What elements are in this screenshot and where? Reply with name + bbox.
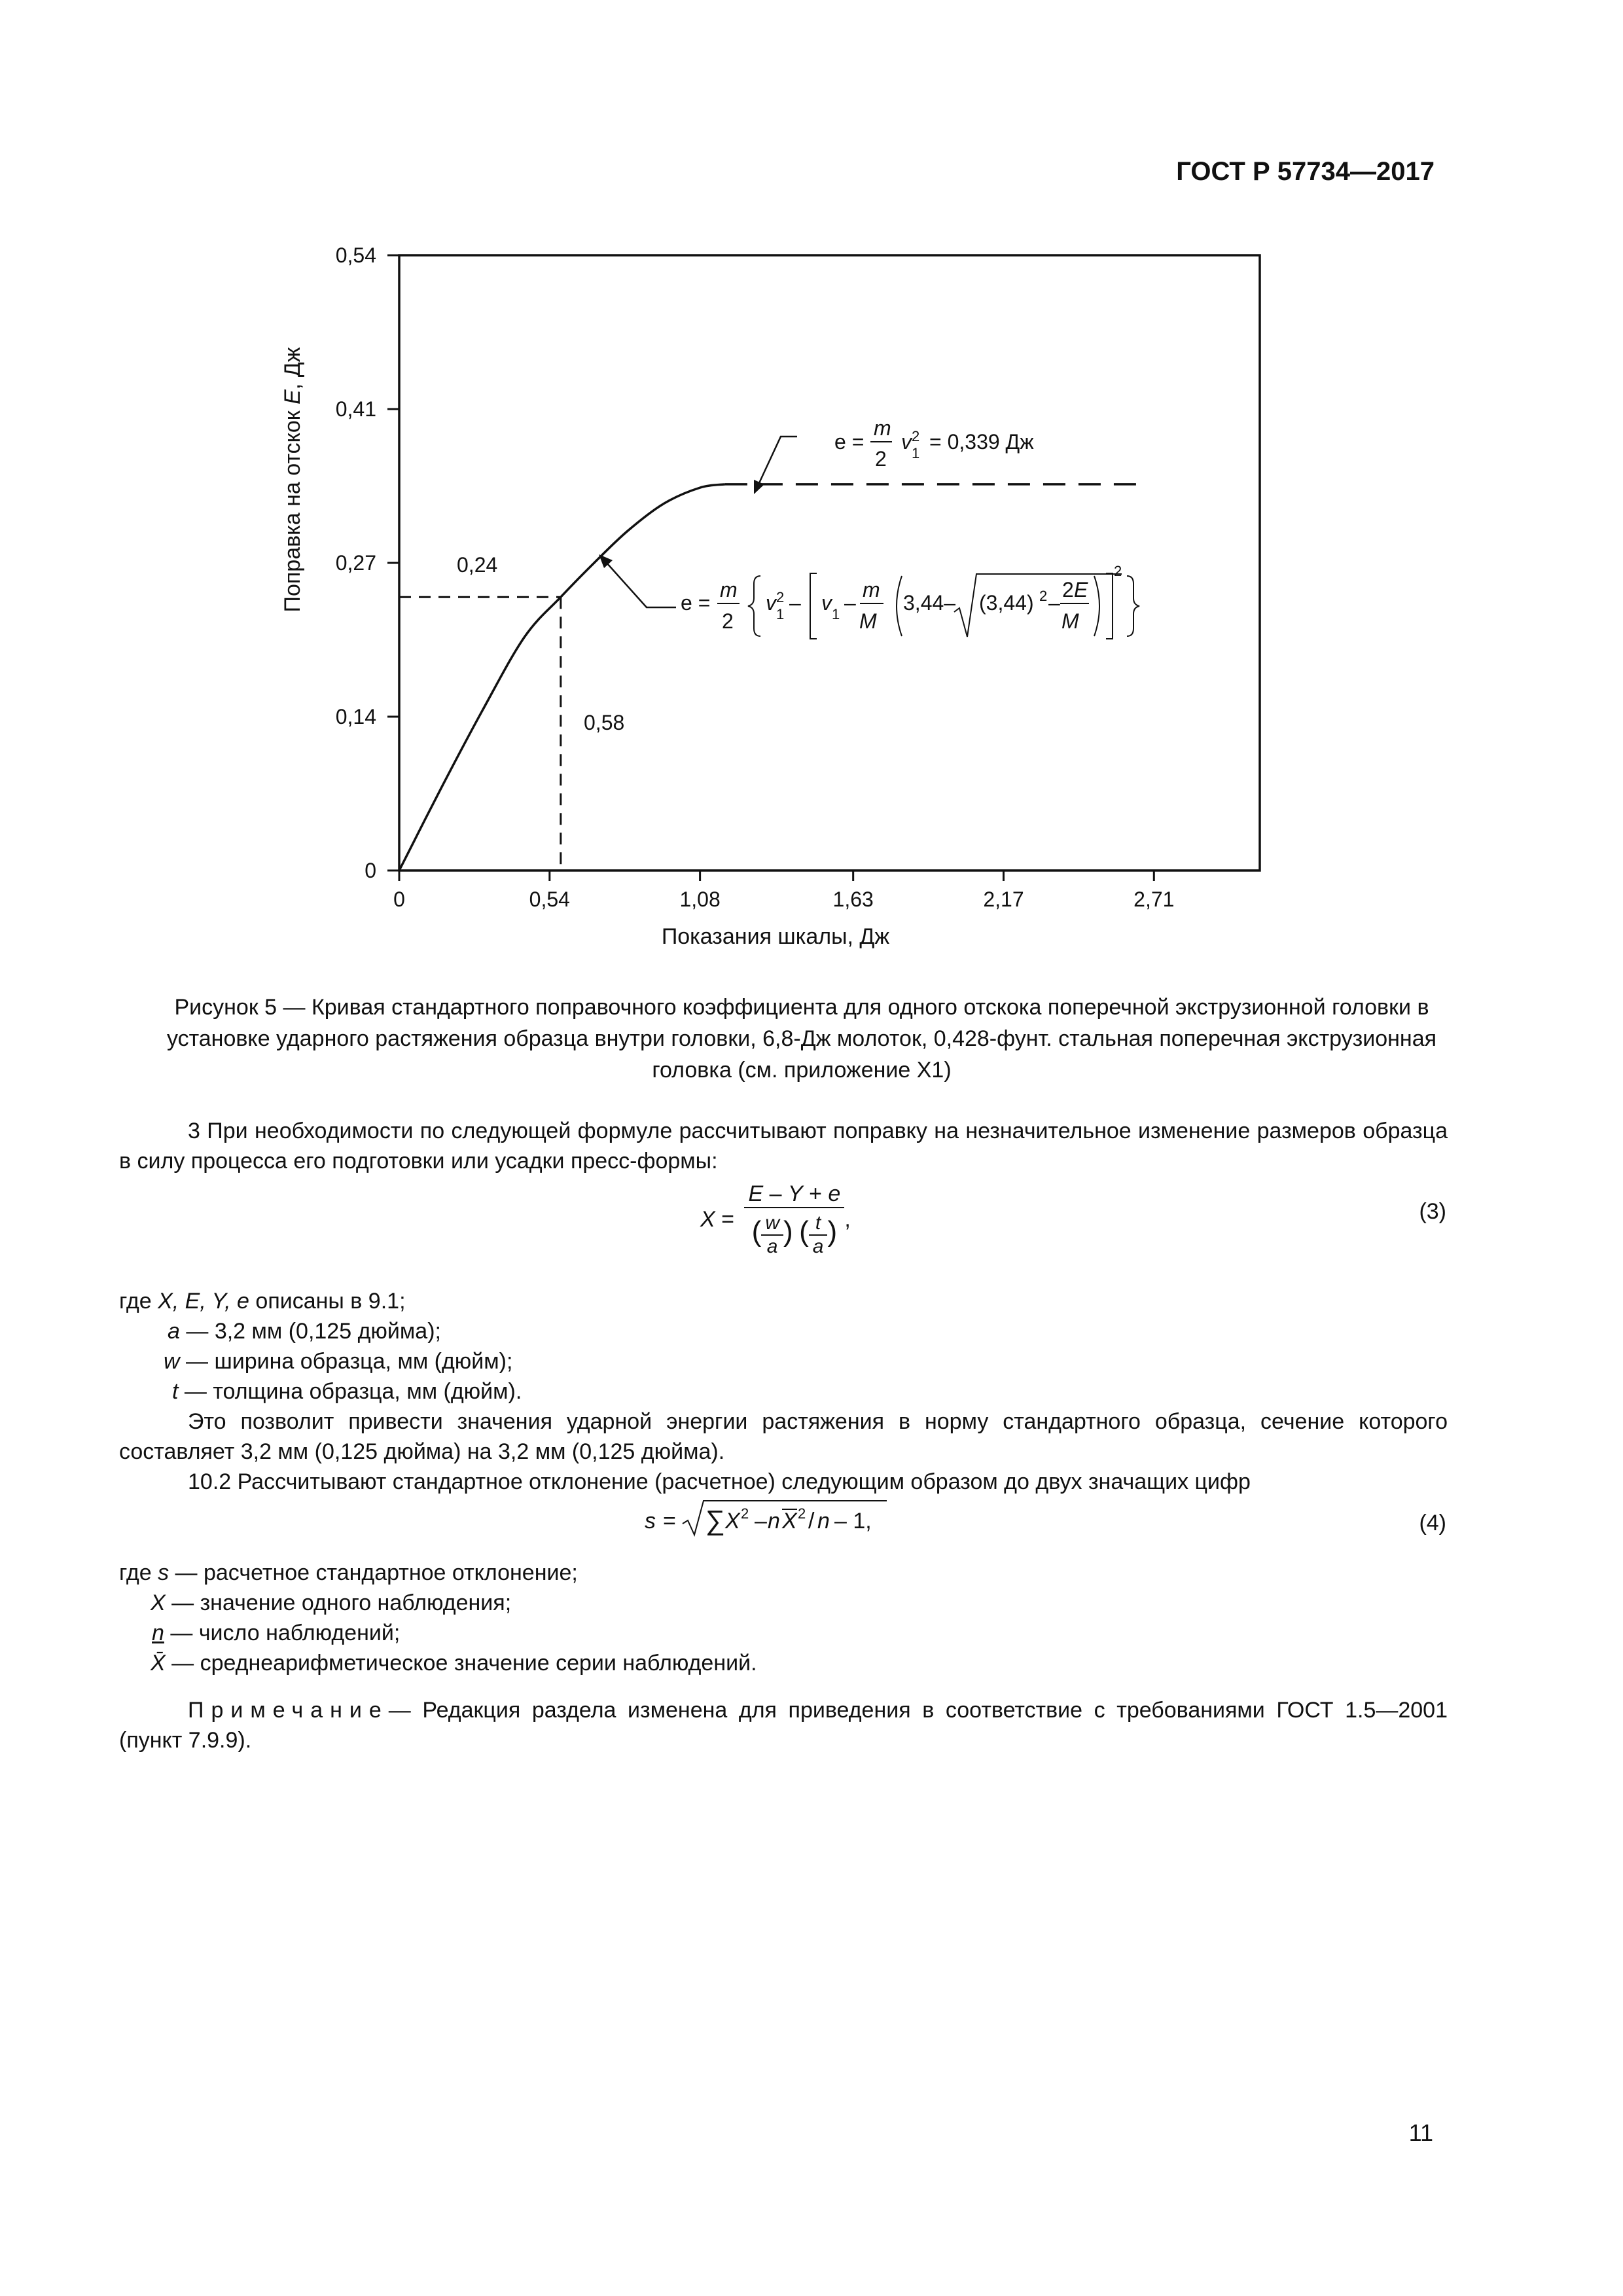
svg-text:X: X <box>782 1509 797 1534</box>
correction-curve <box>399 484 725 870</box>
definition-n: n — число наблюдений; <box>152 1621 401 1645</box>
x-tick-label: 0 <box>393 888 405 911</box>
y-tick-label: 0,14 <box>335 705 376 728</box>
figure-caption: Рисунок 5 — Кривая стандартного поправочного коэффициента для одного отскока поперечной экструзионной головки в установке ударного растяжения образца внутри головки, 6,8-Дж молоток, 0,428-фунт. стальная поперечная экструзионная головка (см. приложение X1) <box>166 995 1437 1083</box>
svg-text:X: X <box>725 1509 740 1534</box>
svg-text:v: v <box>766 591 776 615</box>
svg-text:2: 2 <box>776 589 785 605</box>
x-tick-label: 0,54 <box>529 888 570 911</box>
curve-leader-arrow <box>599 554 676 607</box>
definition-w: w — ширина образца, мм (дюйм); <box>164 1349 513 1374</box>
svg-text:e =: e = <box>834 430 865 454</box>
svg-text:m: m <box>863 578 880 601</box>
document-header: ГОСТ Р 57734—2017 <box>1176 157 1435 186</box>
svg-text:v: v <box>821 591 832 615</box>
svg-text:2: 2 <box>741 1505 749 1522</box>
x-axis-label: Показания шкалы, Дж <box>661 924 890 949</box>
x-tick-label: 1,63 <box>832 888 874 911</box>
point-x-label: 0,58 <box>584 711 625 734</box>
svg-text:–: – <box>789 591 801 615</box>
svg-text:= 0,339 Дж: = 0,339 Дж <box>929 430 1034 454</box>
svg-text:2: 2 <box>798 1505 806 1522</box>
definition-X: X — значение одного наблюдения; <box>151 1590 512 1615</box>
y-tick-label: 0 <box>365 859 376 882</box>
x-tick-label: 2,17 <box>983 888 1024 911</box>
svg-text:m: m <box>720 578 738 601</box>
svg-text:∑: ∑ <box>705 1505 725 1535</box>
note <box>119 1695 1448 1755</box>
definition-a: a — 3,2 мм (0,125 дюйма); <box>168 1319 441 1344</box>
plateau-leader-arrow <box>754 437 797 494</box>
equation-3: X = E – Y + e ( $\frac{w}{a}$ ) ( $\frac{t}{a}$ ) , <box>700 1181 851 1257</box>
y-tick-label: 0,41 <box>335 397 376 421</box>
paragraph-10-2: 10.2 Рассчитывают стандартное отклонение (расчетное) следующим образом до двух значащих цифр <box>188 1469 1251 1494</box>
equation-3-number: (3) <box>1419 1199 1446 1224</box>
point-y-label: 0,24 <box>457 553 498 577</box>
plateau-formula <box>834 416 1034 471</box>
svg-text:–: – <box>844 591 856 615</box>
y-tick-label: 0,27 <box>335 551 376 575</box>
svg-text:2: 2 <box>722 609 734 633</box>
svg-text:2: 2 <box>875 447 887 471</box>
svg-text:m: m <box>874 416 891 440</box>
x-tick-label: 2,71 <box>1133 888 1175 911</box>
svg-text:E: E <box>1074 578 1088 601</box>
svg-text:v: v <box>901 430 912 454</box>
svg-text:1: 1 <box>912 445 920 461</box>
svg-text:M: M <box>1061 609 1079 633</box>
svg-text:2: 2 <box>1062 578 1074 601</box>
paragraph-normalization: Это позволит привести значения ударной энергии растяжения в норму стандартного образца, сечение которого составляет 3,2 мм (0,125 дюйма) на 3,2 мм (0,125 дюйма). <box>119 1409 1448 1464</box>
equation-4 <box>638 1499 913 1538</box>
svg-text:1: 1 <box>832 606 840 622</box>
definition-t: t — толщина образца, мм (дюйм). <box>172 1379 522 1404</box>
svg-text:2: 2 <box>1114 563 1122 579</box>
svg-text:(3,44): (3,44) <box>979 591 1034 615</box>
svg-text:2: 2 <box>1039 588 1048 604</box>
svg-text:2: 2 <box>912 428 920 444</box>
equation-4-number: (4) <box>1419 1511 1446 1535</box>
where-definitions-1: где X, E, Y, e описаны в 9.1; <box>119 1289 406 1314</box>
svg-text:e =: e = <box>681 591 711 615</box>
definition-X-bar: X̄ — среднеарифметическое значение серии наблюдений. <box>151 1651 757 1676</box>
svg-text:–: – <box>1048 591 1060 615</box>
y-tick-label: 0,54 <box>335 243 376 267</box>
svg-text:M: M <box>859 609 877 633</box>
svg-text:– 1,: – 1, <box>834 1509 872 1534</box>
svg-text:s: s <box>645 1509 656 1534</box>
svg-text:3,44–: 3,44– <box>903 591 956 615</box>
x-tick-label: 1,08 <box>679 888 721 911</box>
svg-text:/: / <box>808 1509 815 1534</box>
svg-text:–: – <box>755 1509 767 1534</box>
svg-text:1: 1 <box>776 606 785 622</box>
definition-s: где s — расчетное стандартное отклонение; <box>119 1560 578 1585</box>
page-number: 11 <box>1408 2119 1433 2146</box>
curve-formula <box>681 563 1139 639</box>
note-text: — Редакция раздела изменена для приведения в соответствие с требованиями ГОСТ 1.5—2001 (пункт 7.9.9). <box>119 1698 1448 1753</box>
correction-curve-chart <box>0 0 1623 982</box>
y-axis-label: Поправка на отскок E, Дж <box>280 347 305 613</box>
note-label: Примечание <box>188 1698 389 1723</box>
plot-frame <box>399 255 1260 870</box>
svg-text:n: n <box>817 1509 830 1534</box>
svg-text:n: n <box>768 1509 780 1534</box>
svg-text:=: = <box>663 1509 676 1534</box>
paragraph-3: 3 При необходимости по следующей формуле рассчитывают поправку на незначительное изменение размеров образца в силу процесса его подготовки или усадки пресс-формы: <box>119 1119 1448 1174</box>
